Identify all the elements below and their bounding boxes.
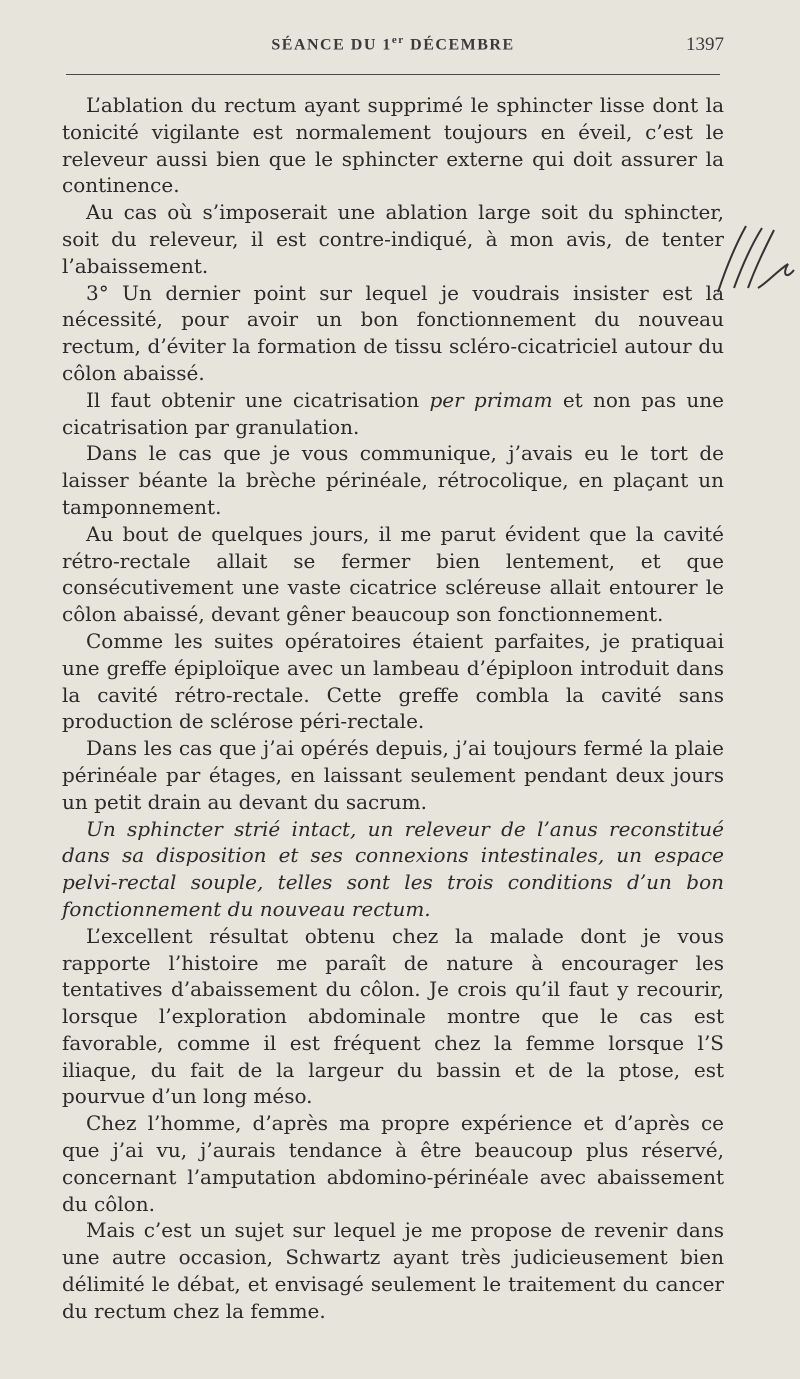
header-title-main: SÉANCE DU 1 [271, 36, 392, 54]
header-rule [66, 74, 720, 75]
paragraph-cas-communique: Dans le cas que je vous communique, j’avais eu le tort de laisser béante la brèche périnéale, rétrocolique, en plaçant un tamponnement. [62, 441, 724, 519]
per-primam-after: et non pas une cicatrisation par granulation. [62, 387, 724, 439]
paragraph-excellent-resultat: L’excellent résultat obtenu chez la malade dont je vous rapporte l’histoire me paraît de nature à encourager les tentatives d’abaissement du côlon. Je crois qu’il faut y recourir, lorsque l’exploration abdominale montre que le cas est favorable, comme il est fréquent chez la femme lorsque l’S iliaque, du fait de la largeur du bassin et de la ptose, est pourvue d’un long méso. [62, 923, 724, 1109]
margin-handwritten-mark [712, 222, 796, 298]
paragraph-per-primam [62, 387, 724, 441]
header-title [62, 34, 724, 54]
running-header [62, 34, 724, 62]
per-primam-italic: per primam [429, 387, 553, 412]
paragraph-conditions: Un sphincter strié intact, un releveur de l’anus reconstitué dans sa disposition et ses connexions intestinales, un espace pelvi-rectal souple, telles sont les trois conditions d’un bon fonctionnement du nouveau rectum. [62, 816, 724, 921]
paragraph-continence: L’ablation du rectum ayant supprimé le sphincter lisse dont la tonicité vigilante est normalement toujours en éveil, c’est le releveur aussi bien que le sphincter externe qui doit assurer la continence. [62, 93, 724, 198]
body-text [62, 92, 724, 1325]
paragraph-etages: Dans les cas que j’ai opérés depuis, j’ai toujours fermé la plaie périnéale par étages, en laissant seulement pendant deux jours un petit drain au devant du sacrum. [62, 736, 724, 814]
margin-stroke-4 [758, 264, 794, 288]
paragraph-au-bout: Au bout de quelques jours, il me parut évident que la cavité rétro-rectale allait se fermer bien lentement, et que consécutivement une vaste cicatrice scléreuse allait entourer le côlon abaissé, devant gêner beaucoup son fonctionnement. [62, 521, 724, 627]
paragraph-greffe: Comme les suites opératoires étaient parfaites, je pratiquai une greffe épiploïque avec un lambeau d’épiploon introduit dans la cavité rétro-rectale. Cette greffe combla la cavité sans production de sclérose péri-rectale. [62, 628, 724, 734]
page-number: 1397 [686, 34, 724, 55]
paragraph-chez-homme: Chez l’homme, d’après ma propre expérience et d’après ce que j’ai vu, j’aurais tendance à être beaucoup plus réservé, concernant l’amputation abdomino-périnéale avec abaissement du côlon. [62, 1111, 724, 1216]
paragraph-ablation-large: Au cas où s’imposerait une ablation large soit du sphincter, soit du releveur, il est contre-indiqué, à mon avis, de tenter l’abaissement. [62, 200, 724, 278]
per-primam-before: Il faut obtenir une cicatrisation [86, 387, 430, 412]
margin-stroke-1 [718, 226, 746, 292]
header-title-sup: er [391, 34, 405, 46]
header-title-month: DÉCEMBRE [404, 36, 515, 54]
paragraph-point-3: 3° Un dernier point sur lequel je voudrais insister est la nécessité, pour avoir un bon fonctionnement du nouveau rectum, d’éviter la formation de tissu scléro-cicatriciel autour du côlon abaissé. [62, 280, 724, 385]
margin-stroke-2 [734, 228, 762, 288]
paragraph-conclusion: Mais c’est un sujet sur lequel je me propose de revenir dans une autre occasion, Schwartz ayant très judicieusement bien délimité le débat, et envisagé seulement le traitement du cancer du rectum chez la femme. [62, 1218, 724, 1323]
